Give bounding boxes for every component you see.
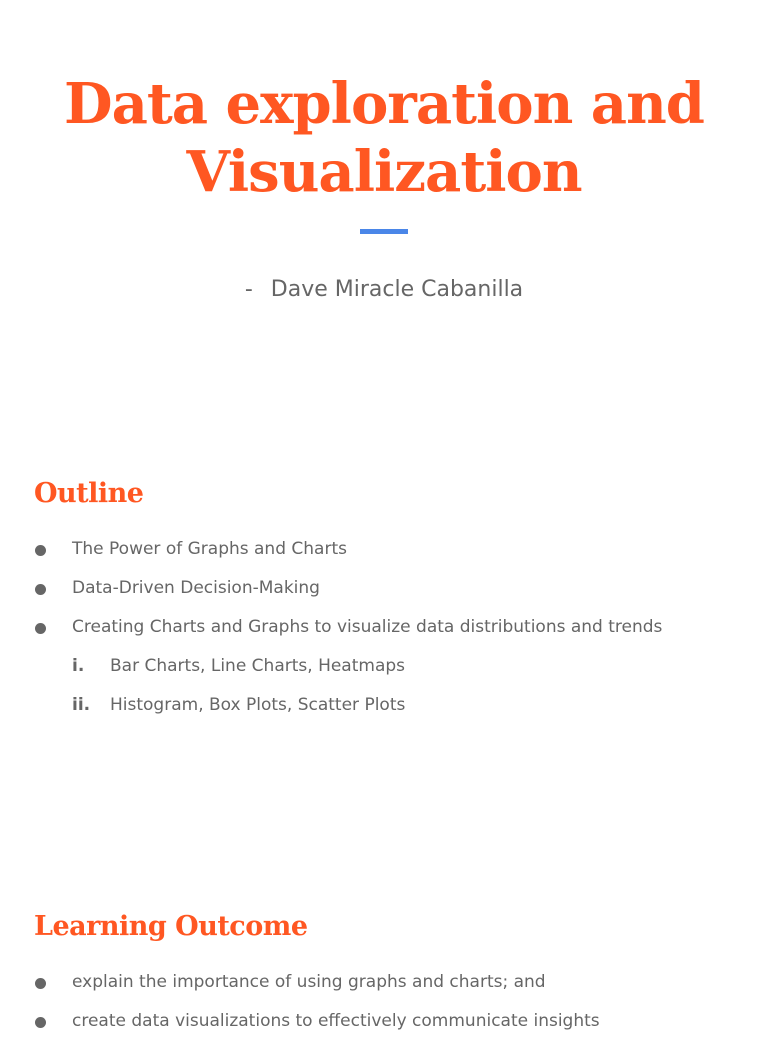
outline-list bbox=[0, 537, 768, 732]
sub-list-item bbox=[0, 654, 768, 693]
outline-heading: Outline bbox=[34, 478, 144, 509]
list-item-text: Data-Driven Decision-Making bbox=[72, 578, 320, 598]
sub-list-item-text: Histogram, Box Plots, Scatter Plots bbox=[110, 695, 406, 715]
learning-outcome-heading: Learning Outcome bbox=[34, 911, 308, 942]
bullet-icon bbox=[35, 978, 46, 989]
bullet-icon bbox=[35, 584, 46, 595]
roman-numeral: i. bbox=[72, 656, 85, 676]
sub-list-item-text: Bar Charts, Line Charts, Heatmaps bbox=[110, 656, 406, 676]
sub-list-item bbox=[0, 693, 768, 732]
author-dash: - bbox=[244, 277, 253, 302]
roman-numeral: ii. bbox=[72, 695, 91, 715]
bullet-icon bbox=[35, 1017, 46, 1028]
title-line-2: Visualization bbox=[186, 139, 582, 205]
bullet-icon bbox=[35, 545, 46, 556]
list-item bbox=[0, 1009, 768, 1048]
learning-outcome-list bbox=[0, 970, 768, 1048]
author-byline bbox=[0, 276, 768, 304]
list-item bbox=[0, 576, 768, 615]
list-item bbox=[0, 970, 768, 1009]
list-item-text: Creating Charts and Graphs to visualize data distributions and trends bbox=[72, 617, 663, 637]
page-title bbox=[0, 70, 768, 206]
author-name: Dave Miracle Cabanilla bbox=[270, 277, 524, 302]
list-item bbox=[0, 537, 768, 576]
title-divider bbox=[360, 229, 408, 234]
list-item-text: explain the importance of using graphs and charts; and bbox=[72, 972, 546, 992]
list-item-text: create data visualizations to effectively communicate insights bbox=[72, 1011, 600, 1031]
title-line-1: Data exploration and bbox=[64, 71, 704, 137]
bullet-icon bbox=[35, 623, 46, 634]
list-item bbox=[0, 615, 768, 654]
list-item-text: The Power of Graphs and Charts bbox=[72, 539, 347, 559]
